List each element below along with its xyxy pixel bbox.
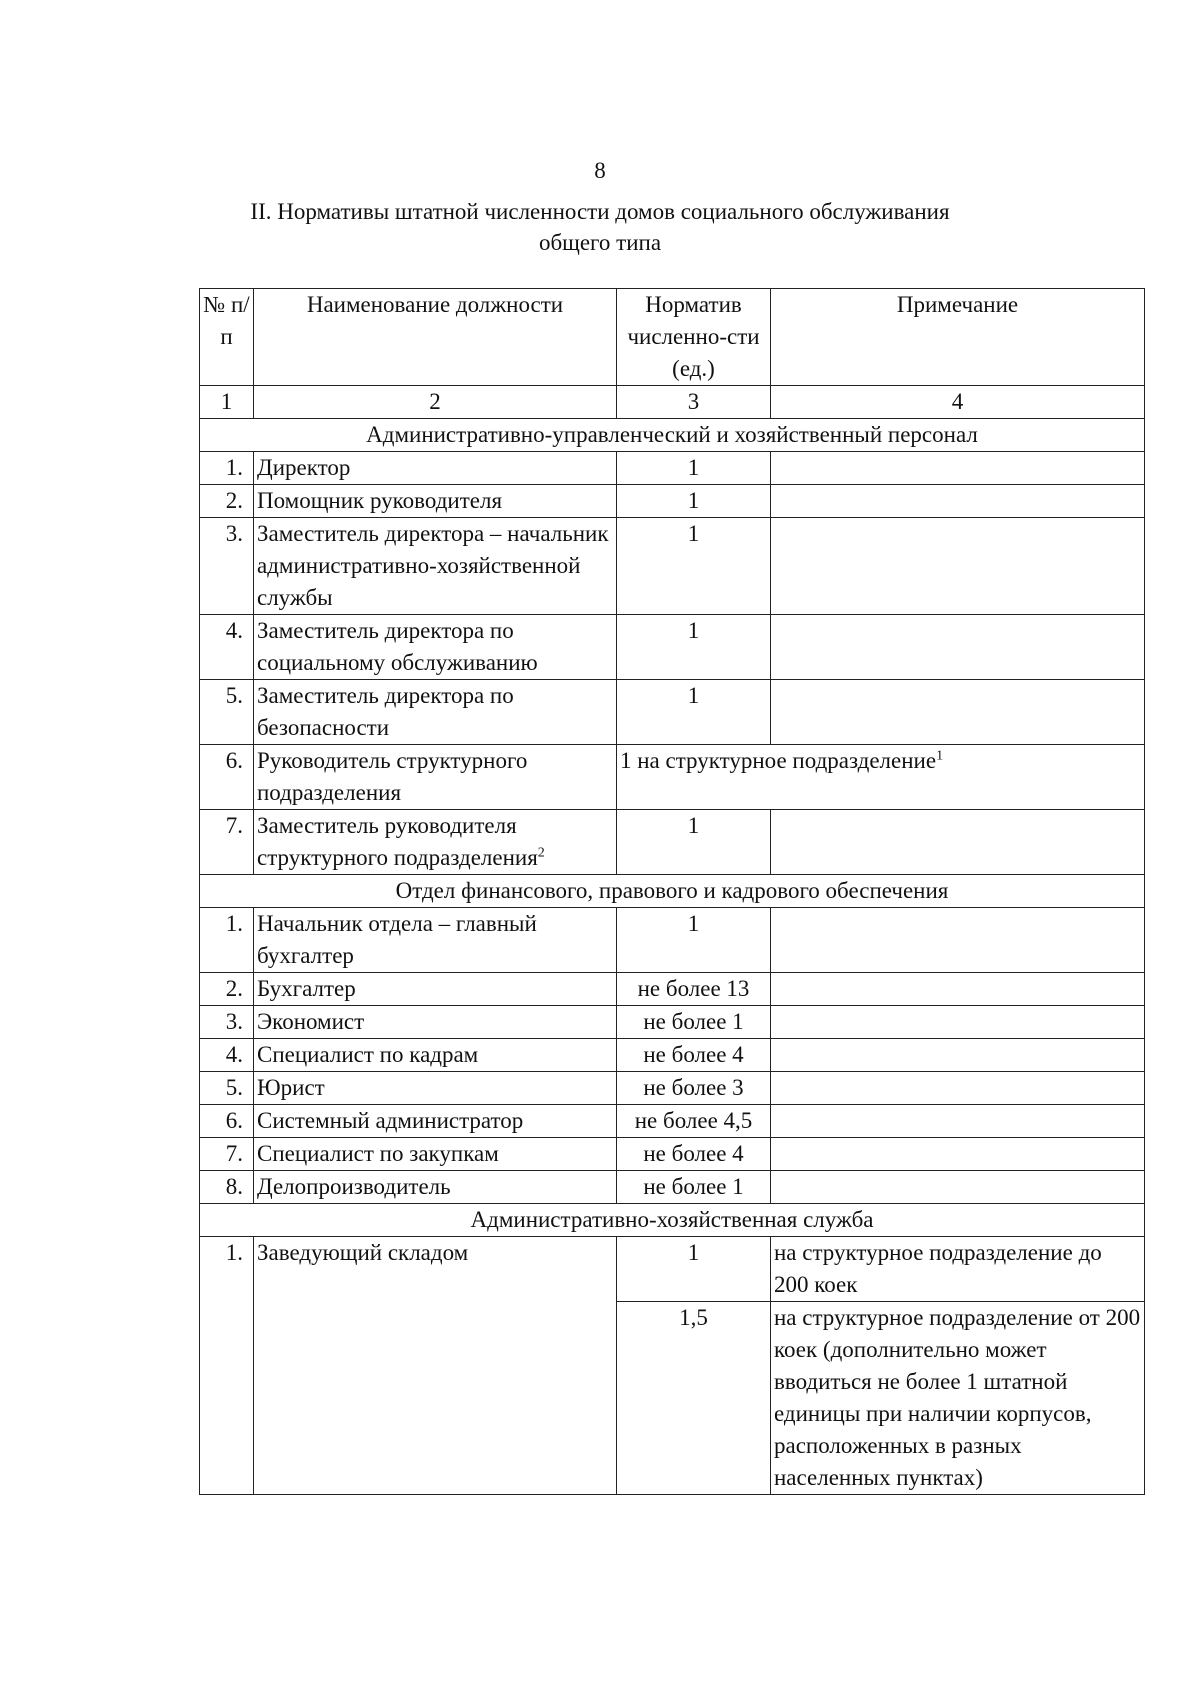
note xyxy=(771,485,1145,518)
norm-value: не более 4 xyxy=(617,1138,771,1171)
row-number: 6. xyxy=(200,1105,254,1138)
table-row xyxy=(200,908,1145,973)
position-name: Заместитель директора – начальник административно-хозяйственной службы xyxy=(254,518,617,615)
note xyxy=(771,1105,1145,1138)
row-number: 2. xyxy=(200,973,254,1006)
table-row xyxy=(200,1138,1145,1171)
section-row xyxy=(200,419,1145,452)
table-row xyxy=(200,1105,1145,1138)
position-name: Руководитель структурного подразделения xyxy=(254,745,617,810)
row-number: 7. xyxy=(200,810,254,875)
norm-value: 1 xyxy=(617,452,771,485)
row-number: 1. xyxy=(200,1237,254,1495)
note xyxy=(771,1039,1145,1072)
row-number: 4. xyxy=(200,615,254,680)
table-row xyxy=(200,745,1145,810)
title-line-1: II. Нормативы штатной численности домов социального обслуживания xyxy=(250,199,950,224)
section-title: Административно-управленческий и хозяйственный персонал xyxy=(200,419,1145,452)
column-number: 2 xyxy=(254,386,617,419)
page-number: 8 xyxy=(594,158,606,183)
note: на структурное подразделение до 200 коек xyxy=(771,1237,1145,1302)
section-row xyxy=(200,875,1145,908)
position-name: Специалист по кадрам xyxy=(254,1039,617,1072)
norm-text: 1 на структурное подразделение xyxy=(620,748,937,773)
position-name: Специалист по закупкам xyxy=(254,1138,617,1171)
header-note: Примечание xyxy=(771,289,1145,386)
table-row xyxy=(200,485,1145,518)
note xyxy=(771,615,1145,680)
note xyxy=(771,452,1145,485)
row-number: 1. xyxy=(200,452,254,485)
table-row xyxy=(200,452,1145,485)
position-name-cell xyxy=(254,810,617,875)
table-row xyxy=(200,1072,1145,1105)
table-row xyxy=(200,1237,1145,1302)
position-name: Бухгалтер xyxy=(254,973,617,1006)
table-row xyxy=(200,973,1145,1006)
row-number: 6. xyxy=(200,745,254,810)
norm-value: 1 xyxy=(617,908,771,973)
table-row xyxy=(200,1006,1145,1039)
position-name: Заместитель директора по безопасности xyxy=(254,680,617,745)
table-row xyxy=(200,810,1145,875)
position-name: Делопроизводитель xyxy=(254,1171,617,1204)
row-number: 5. xyxy=(200,680,254,745)
position-name: Заместитель директора по социальному обслуживанию xyxy=(254,615,617,680)
position-name: Заведующий складом xyxy=(254,1237,617,1495)
column-number: 4 xyxy=(771,386,1145,419)
norm-value: не более 13 xyxy=(617,973,771,1006)
note xyxy=(771,810,1145,875)
column-number: 1 xyxy=(200,386,254,419)
note xyxy=(771,908,1145,973)
row-number: 5. xyxy=(200,1072,254,1105)
title-line-2: общего типа xyxy=(538,230,662,255)
norm-value: 1 xyxy=(617,1237,771,1302)
norm-value: 1 xyxy=(617,615,771,680)
note xyxy=(771,518,1145,615)
norm-value: 1 xyxy=(617,810,771,875)
norm-value: не более 3 xyxy=(617,1072,771,1105)
footnote-marker: 1 xyxy=(936,748,944,764)
position-name: Директор xyxy=(254,452,617,485)
position-name: Начальник отдела – главный бухгалтер xyxy=(254,908,617,973)
norm-value: не более 1 xyxy=(617,1006,771,1039)
norm-value-merged xyxy=(617,745,1145,810)
norm-value: 1 xyxy=(617,518,771,615)
column-number: 3 xyxy=(617,386,771,419)
row-number: 4. xyxy=(200,1039,254,1072)
table-row xyxy=(200,680,1145,745)
table-row xyxy=(200,615,1145,680)
footnote-marker: 2 xyxy=(537,845,545,861)
norm-value: 1 xyxy=(617,680,771,745)
note xyxy=(771,680,1145,745)
table-row xyxy=(200,518,1145,615)
note xyxy=(771,1138,1145,1171)
note xyxy=(771,1006,1145,1039)
norm-value: не более 4 xyxy=(617,1039,771,1072)
header-number: № п/п xyxy=(200,289,254,386)
table-header-row xyxy=(200,289,1145,386)
norm-value: не более 4,5 xyxy=(617,1105,771,1138)
note: на структурное подразделение от 200 коек (дополнительно может вводиться не более 1 штатной единицы при наличии корпусов, расположенных в разных населенных пунктах) xyxy=(771,1302,1145,1495)
row-number: 3. xyxy=(200,1006,254,1039)
row-number: 8. xyxy=(200,1171,254,1204)
table-row xyxy=(200,1039,1145,1072)
norm-value: не более 1 xyxy=(617,1171,771,1204)
row-number: 7. xyxy=(200,1138,254,1171)
norm-value: 1,5 xyxy=(617,1302,771,1495)
norm-value: 1 xyxy=(617,485,771,518)
section-title: Административно-хозяйственная служба xyxy=(200,1204,1145,1237)
table-row xyxy=(200,1171,1145,1204)
row-number: 3. xyxy=(200,518,254,615)
position-name: Помощник руководителя xyxy=(254,485,617,518)
column-number-row xyxy=(200,386,1145,419)
section-title: Отдел финансового, правового и кадрового обеспечения xyxy=(200,875,1145,908)
document-title xyxy=(0,196,1200,258)
section-row xyxy=(200,1204,1145,1237)
row-number: 2. xyxy=(200,485,254,518)
header-position: Наименование должности xyxy=(254,289,617,386)
staffing-norms-table xyxy=(199,288,1145,1495)
note xyxy=(771,1072,1145,1105)
position-name: Экономист xyxy=(254,1006,617,1039)
position-name: Юрист xyxy=(254,1072,617,1105)
position-name: Системный администратор xyxy=(254,1105,617,1138)
position-name: Заместитель руководителя структурного подразделения xyxy=(257,813,538,870)
note xyxy=(771,1171,1145,1204)
note xyxy=(771,973,1145,1006)
row-number: 1. xyxy=(200,908,254,973)
header-norm: Норматив численно-сти (ед.) xyxy=(617,289,771,386)
